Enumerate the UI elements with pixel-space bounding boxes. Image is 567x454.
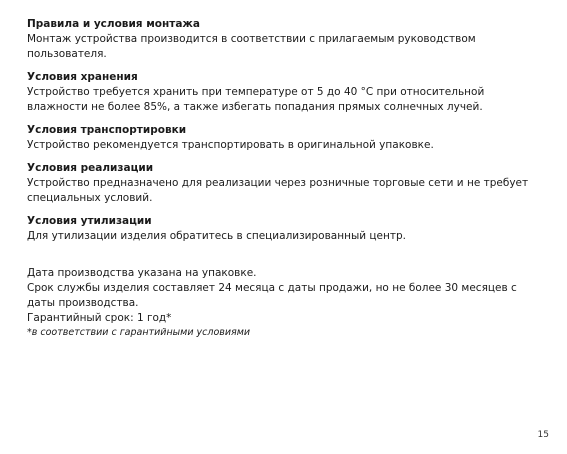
spacer (27, 252, 537, 266)
production-date-text: Дата производства указана на упаковке. (27, 267, 257, 279)
product-info (27, 266, 537, 339)
warranty-footnote: *в соответствии с гарантийными условиями (27, 327, 251, 338)
section-transport (27, 123, 537, 153)
section-heading: Правила и условия монтажа (27, 18, 200, 30)
section-text: Устройство предназначено для реализации через розничные торговые сети и не требует специальных условий. (27, 177, 529, 204)
section-text: Устройство требуется хранить при температуре от 5 до 40 °С при относительной влажности не более 85%, а также избегать попадания прямых солнечных лучей. (27, 86, 485, 113)
section-heading: Условия хранения (27, 71, 138, 83)
document-content (27, 17, 537, 339)
section-text: Монтаж устройства производится в соответствии с прилагаемым руководством пользователя. (27, 33, 476, 60)
page-number: 15 (537, 430, 549, 440)
section-heading: Условия реализации (27, 162, 154, 174)
section-heading: Условия утилизации (27, 215, 152, 227)
section-sales (27, 161, 537, 206)
section-disposal (27, 214, 537, 244)
section-installation (27, 17, 537, 62)
section-text: Устройство рекомендуется транспортировать в оригинальной упаковке. (27, 139, 434, 151)
section-heading: Условия транспортировки (27, 124, 187, 136)
warranty-text: Гарантийный срок: 1 год* (27, 312, 172, 324)
service-life-text: Срок службы изделия составляет 24 месяца с даты продажи, но не более 30 месяцев с даты производства. (27, 282, 517, 309)
section-storage (27, 70, 537, 115)
section-text: Для утилизации изделия обратитесь в специализированный центр. (27, 230, 406, 242)
